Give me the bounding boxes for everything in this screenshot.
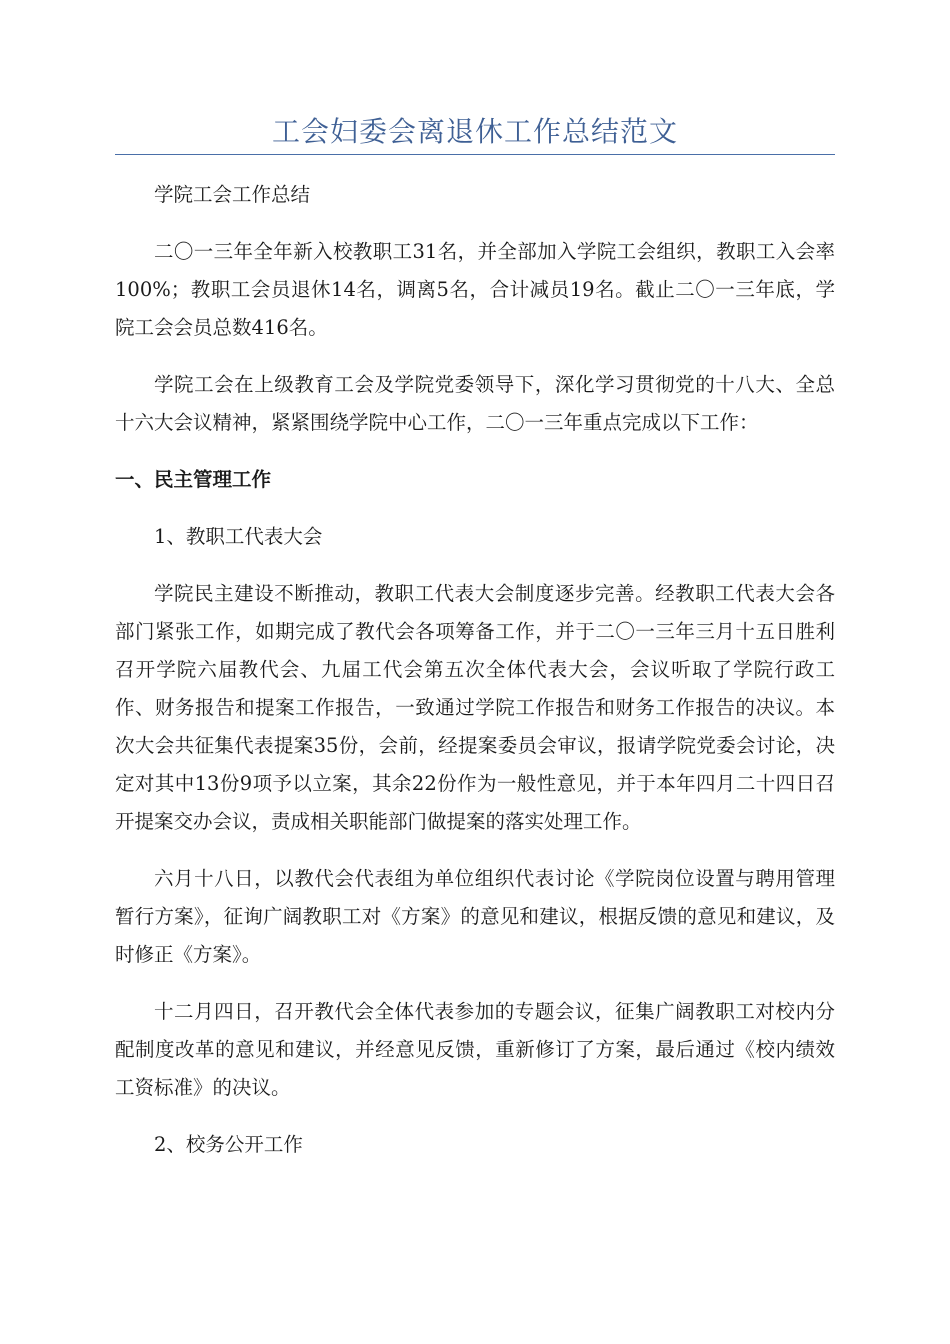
paragraph-june: 六月十八日，以教代会代表组为单位组织代表讨论《学院岗位设置与聘用管理暂行方案》，征询广阔教职工对《方案》的意见和建议，根据反馈的意见和建议，及时修正《方案》。 (115, 867, 835, 966)
paragraph-congress: 学院民主建设不断推动，教职工代表大会制度逐步完善。经教职工代表大会各部门紧张工作，如期完成了教代会各项筹备工作，并于二〇一三年三月十五日胜利召开学院六届教代会、九届工代会第五次全体代表大会，会议听取了学院行政工作、财务报告和提案工作报告，一致通过学院工作报告和财务工作报告的决议。本次大会共征集代表提案35份，会前，经提案委员会审议，报请学院党委会讨论，决定对其中13份9项予以立案，其余22份作为一般性意见，并于本年四月二十四日召开提案交办会议，责成相关职能部门做提案的落实处理工作。 (115, 582, 835, 833)
section-heading-democratic-management: 一、民主管理工作 (115, 468, 272, 491)
paragraph-membership: 二〇一三年全年新入校教职工31名，并全部加入学院工会组织，教职工入会率100%；教职工会员退休14名，调离5名，合计减员19名。截止二〇一三年底，学院工会会员总数416名。 (115, 240, 835, 339)
paragraph-intro-heading: 学院工会工作总结 (154, 183, 311, 206)
subsection-heading-congress: 1、教职工代表大会 (154, 525, 323, 548)
subsection-heading-affairs-disclosure: 2、校务公开工作 (154, 1133, 303, 1156)
paragraph-december: 十二月四日，召开教代会全体代表参加的专题会议，征集广阔教职工对校内分配制度改革的意见和建议，并经意见反馈，重新修订了方案，最后通过《校内绩效工资标准》的决议。 (115, 1000, 835, 1099)
document-body (115, 176, 835, 1183)
document-title: 工会妇委会离退休工作总结范文 (271, 115, 678, 148)
paragraph-overview: 学院工会在上级教育工会及学院党委领导下，深化学习贯彻党的十八大、全总十六大会议精神，紧紧围绕学院中心工作，二〇一三年重点完成以下工作： (115, 373, 835, 434)
title-underline (115, 154, 835, 155)
